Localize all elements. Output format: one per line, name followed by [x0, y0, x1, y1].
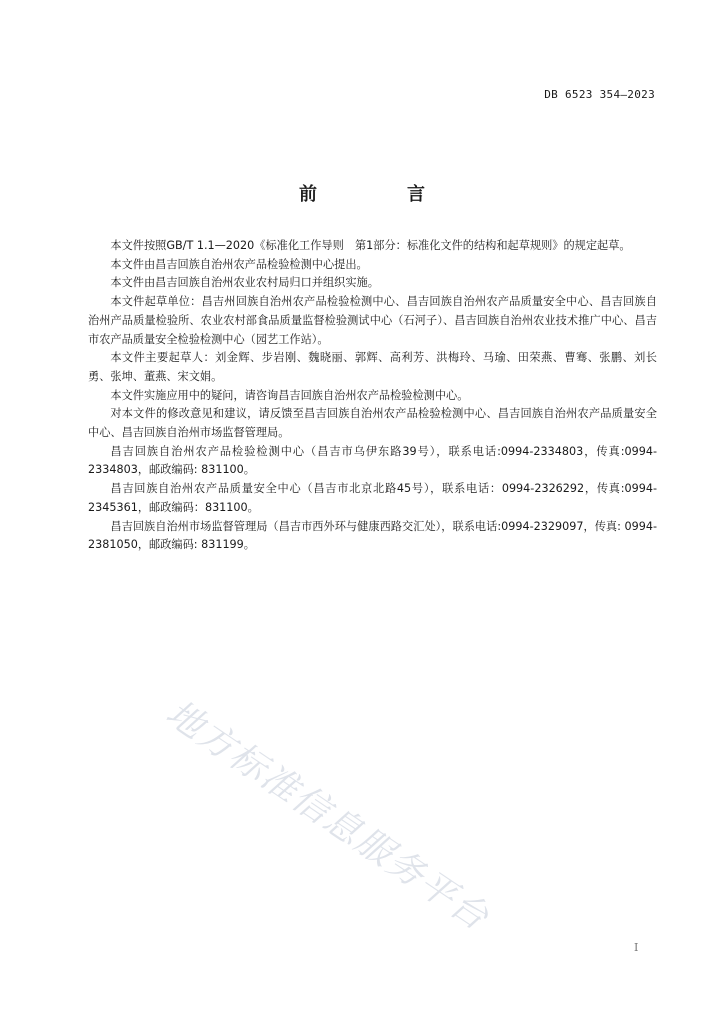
document-code: DB 6523 354—2023: [544, 88, 655, 101]
paragraph-contact-market-bureau: 昌吉回族自治州市场监督管理局（昌吉市西外环与健康西路交汇处），联系电话:0994-2329097，传真: 0994-2381050，邮政编码: 831199。: [88, 519, 657, 552]
paragraph-drafters: 本文件主要起草人：刘金辉、步岩刚、魏晓丽、郭辉、高利芳、洪梅玲、马瑜、田荣燕、曹骞、张鹏、刘长勇、张坤、董燕、宋文娟。: [88, 351, 657, 383]
paragraph-administrator: 本文件由昌吉回族自治州农业农村局归口并组织实施。: [110, 276, 379, 290]
paragraph-contact-quality-center: 昌吉回族自治州农产品质量安全中心（昌吉市北京北路45号），联系电话：0994-2326292，传真:0994-2345361，邮政编码：831100。: [88, 482, 657, 514]
paragraph-drafting-rules: 本文件按照GB/T 1.1—2020《标准化工作导则 第1部分：标准化文件的结构和起草规则》的规定起草。: [110, 239, 631, 252]
page-title: 前 言: [299, 184, 461, 205]
watermark: 地方标准信息服务平台: [158, 692, 497, 940]
page-number: I: [634, 941, 639, 954]
paragraph-inquiries: 本文件实施应用中的疑问，请咨询昌吉回族自治州农产品检验检测中心。: [110, 388, 469, 402]
preface-body: [88, 237, 657, 555]
paragraph-feedback: 对本文件的修改意见和建议，请反馈至昌吉回族自治州农产品检验检测中心、昌吉回族自治州农产品质量安全中心、昌吉回族自治州市场监督管理局。: [88, 407, 657, 440]
paragraph-drafting-units: 本文件起草单位：昌吉州回族自治州农产品检验检测中心、昌吉回族自治州农产品质量安全中心、昌吉回族自治州产品质量检验所、农业农村部食品质量监督检验测试中心（石河子）、昌吉回族自治州农业技术推广中心、昌吉市农产品质量安全检验检测中心（园艺工作站）。: [88, 295, 657, 346]
paragraph-proposer: 本文件由昌吉回族自治州农产品检验检测中心提出。: [110, 257, 368, 271]
paragraph-contact-testing-center: 昌吉回族自治州农产品检验检测中心（昌吉市乌伊东路39号），联系电话:0994-2334803，传真:0994-2334803，邮政编码: 831100。: [88, 444, 657, 477]
